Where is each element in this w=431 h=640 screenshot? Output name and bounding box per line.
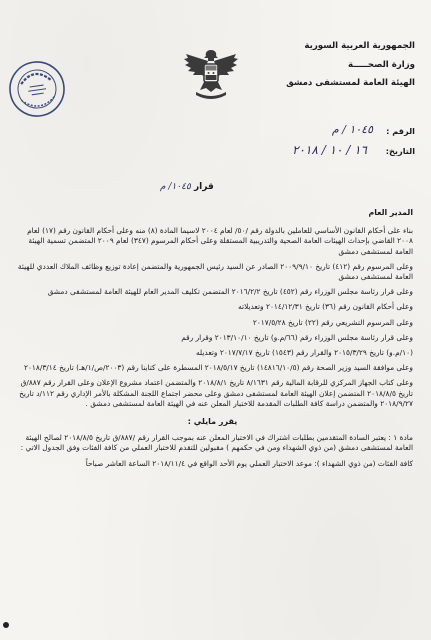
article-category: كافة الفئات (من ذوي الشهداء ): موعد الاختبار العملي يوم الأحد الواقع في ٢٠١٨/١١/٤ الساعة العاشر صباحاً [85, 458, 413, 468]
eagle-emblem-icon [182, 44, 240, 104]
decision-label: قرار [193, 182, 214, 192]
recital-6: وعلى قرار رئاسة مجلس الوزراء رقم (٦٦/م.و) تاريخ ٢٠١٣/١٠/١٠ وقرار رقم [181, 332, 413, 342]
date-label: التاريخ: [385, 146, 415, 156]
recital-7: (١٠/م.و) تاريخ ٢٠١٥/٣/٢٩ والقرار رقم (١٥٤٣) تاريخ ٢٠١٧/٧/١٧ وتعديله [195, 348, 413, 358]
recital-4: وعلى أحكام القانون رقم (٣٦) تاريخ ٢٠١٤/١٢/٣١ وتعديلاته [238, 302, 413, 312]
number-handwritten: ١٠٤٥ / م [331, 123, 373, 136]
article-1: مادة ١ : يعتبر السادة المتقدمين بطلبات اشتراك في الاختبار المعلن عنه بموجب القرار رقم /٨٨٧/ق تاريخ ٢٠١٨/٨/٥ لصالح الهيئة العامة لمستشفى دمشق (من ذوي الشهداء ومن في حكمهم ) مقبولين للتقدم للاختبار العملي من كافة الفئات وفق الجدول الاتي : [20, 433, 413, 453]
number-label: الرقم : [386, 126, 415, 136]
recital-3: وعلى قرار رئاسة مجلس الوزراء رقم (٤٥٢) تاريخ ٢٠١٦/٢/٢ المتضمن تكليف المدير العام للهيئة العامة لمستشفى دمشق [47, 287, 413, 297]
letterhead-hospital: الهيئة العامة لمستشفى دمشق [286, 78, 415, 89]
date-handwritten: ١٦ / ١٠ / ٢٠١٨ [292, 143, 367, 157]
letterhead [275, 42, 415, 98]
letterhead-country: الجمهورية العربية السورية [304, 41, 415, 51]
recital-2: وعلى المرسوم رقم (٤١٢) تاريخ ٢٠٠٩/٩/١٠ الصادر عن السيد رئيس الجمهورية والمتضمن إعادة توزيع وظائف الملاك العددي للهيئة العامة لمستشفى دمشق [17, 261, 413, 282]
recital-5: وعلى المرسوم التشريعي رقم (٢٢) تاريخ ٢٠١٧/٥/٢٨ [252, 317, 413, 327]
letterhead-ministry: وزارة الصحـــــة [348, 59, 415, 70]
resolve-heading: يقرر مايلي : [187, 417, 238, 427]
document-body [12, 208, 413, 474]
ministry-stamp-icon [4, 56, 70, 122]
ink-mark [3, 622, 9, 628]
reference-block [195, 123, 415, 166]
decision-title [160, 182, 214, 192]
recital-9: وعلى كتاب الجهاز المركزي للرقابة المالية رقم ٨/١٦٣١ تاريخ ٢٠١٨/٨/١ والمتضمن اعتماد مشروع الإعلان وعلى القرار رقم ٨٨٧/ق تاريخ ٢٠١٨/٨/٥ المتضمن إعلان الهيئة العامة لمستشفى دمشق وعلى محضر اجتماع اللجنة المشكلة بالأمر الإداري رقم ١١٢/د تاريخ ٢٠١٨/٩/٢٧ والمتضمن دراسة كافة الطلبات المقدمة للاختبار المعلن عنه في الهيئة العامة لمستشفى دمشق . [19, 378, 413, 408]
salutation: المدير العام [368, 208, 413, 217]
recital-8: وعلى موافقة السيد وزير الصحة رقم (١٤٨١٦/١٠/٥) تاريخ ٢٠١٨/٥/١٧ المسطرة على كتابنا رقم (٢٠٠٣/ص/١/هـ) تاريخ ٢٠١٨/٣/١٤ [23, 363, 413, 373]
recital-1: بناء على أحكام القانون الأساسي للعاملين بالدولة رقم /٥٠/ لعام ٢٠٠٤ لاسيما المادة (٨) منه وعلى أحكام القانون رقم (١٧) لعام ٢٠٠٨ القاضي بإحداث الهيئات العامة الصحية والتدريبية المستقلة وعلى أحكام المرسوم (٣٤٧) لعام ٢٠٠٩ المتضمن تسمية الهيئة العامة لمستشفى دمشق [27, 226, 413, 256]
date-row [195, 143, 415, 166]
decision-number: ١٠٤٥/ م [160, 182, 191, 192]
